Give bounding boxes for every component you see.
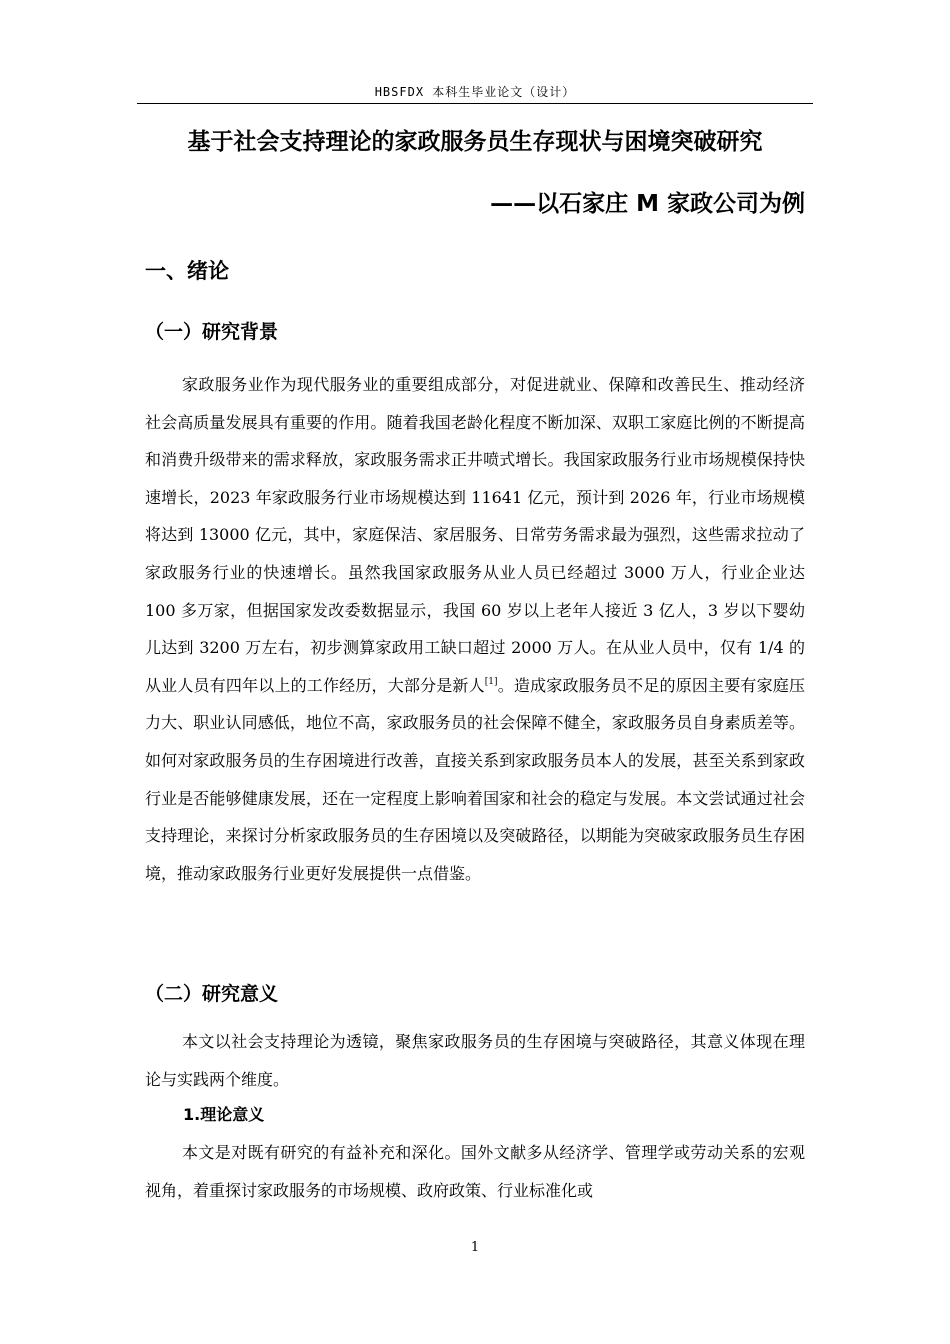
header-rule bbox=[137, 103, 813, 104]
section-heading-introduction: 一、绪论 bbox=[145, 259, 229, 283]
subsection-heading-background: （一）研究背景 bbox=[145, 321, 279, 343]
significance-paragraph: 本文以社会支持理论为透镜，聚焦家政服务员的生存困境与突破路径，其意义体现在理论与实践两个维度。 bbox=[145, 1032, 805, 1089]
citation-ref-1: [1] bbox=[484, 676, 498, 687]
paper-subtitle: ——以石家庄 M 家政公司为例 bbox=[490, 191, 805, 217]
subsubsection-heading-theory: 1.理论意义 bbox=[183, 1105, 265, 1124]
running-header: HBSFDX 本科生毕业论文（设计） bbox=[374, 85, 576, 99]
page-number: 1 bbox=[470, 1240, 480, 1255]
background-text-part1: 家政服务业作为现代服务业的重要组成部分，对促进就业、保障和改善民生、推动经济社会高质量发展具有重要的作用。随着我国老龄化程度不断加深、双职工家庭比例的不断提高和消费升级带来的需求释放，家政服务需求正井喷式增长。我国家政服务行业市场规模保持快速增长，2023 年家政服务行业市场规模达到 11641 亿元，预计到 2026 年，行业市场规模将达到 13000 亿元，其中，家庭保洁、家居服务、日常劳务需求最为强烈，这些需求拉动了家政服务行业的快速增长。虽然我国家政服务从业人员已经超过 3000 万人，行业企业达 100 多万家，但据国家发改委数据显示，我国 60 岁以上老年人接近 3 亿人，3 岁以下婴幼儿达到 3200 万左右，初步测算家政用工缺口超过 2000 万人。在从业人员中，仅有 1/4 的从业人员有四年以上的工作经历，大部分是新人 bbox=[145, 375, 805, 695]
background-text-part2: 。造成家政服务员不足的原因主要有家庭压力大、职业认同感低，地位不高，家政服务员的社会保障不健全，家政服务员自身素质差等。如何对家政服务员的生存困境进行改善，直接关系到家政服务员本人的发展，甚至关系到家政行业是否能够健康发展，还在一定程度上影响着国家和社会的稳定与发展。本文尝试通过社会支持理论，来探讨分析家政服务员的生存困境以及突破路径，以期能为突破家政服务员生存困境，推动家政服务行业更好发展提供一点借鉴。 bbox=[145, 675, 805, 883]
subsection-heading-significance: （二）研究意义 bbox=[145, 983, 279, 1005]
theory-paragraph: 本文是对既有研究的有益补充和深化。国外文献多从经济学、管理学或劳动关系的宏观视角，着重探讨家政服务的市场规模、政府政策、行业标准化或 bbox=[145, 1143, 805, 1200]
background-paragraph bbox=[145, 366, 805, 892]
paper-title: 基于社会支持理论的家政服务员生存现状与困境突破研究 bbox=[187, 129, 763, 155]
